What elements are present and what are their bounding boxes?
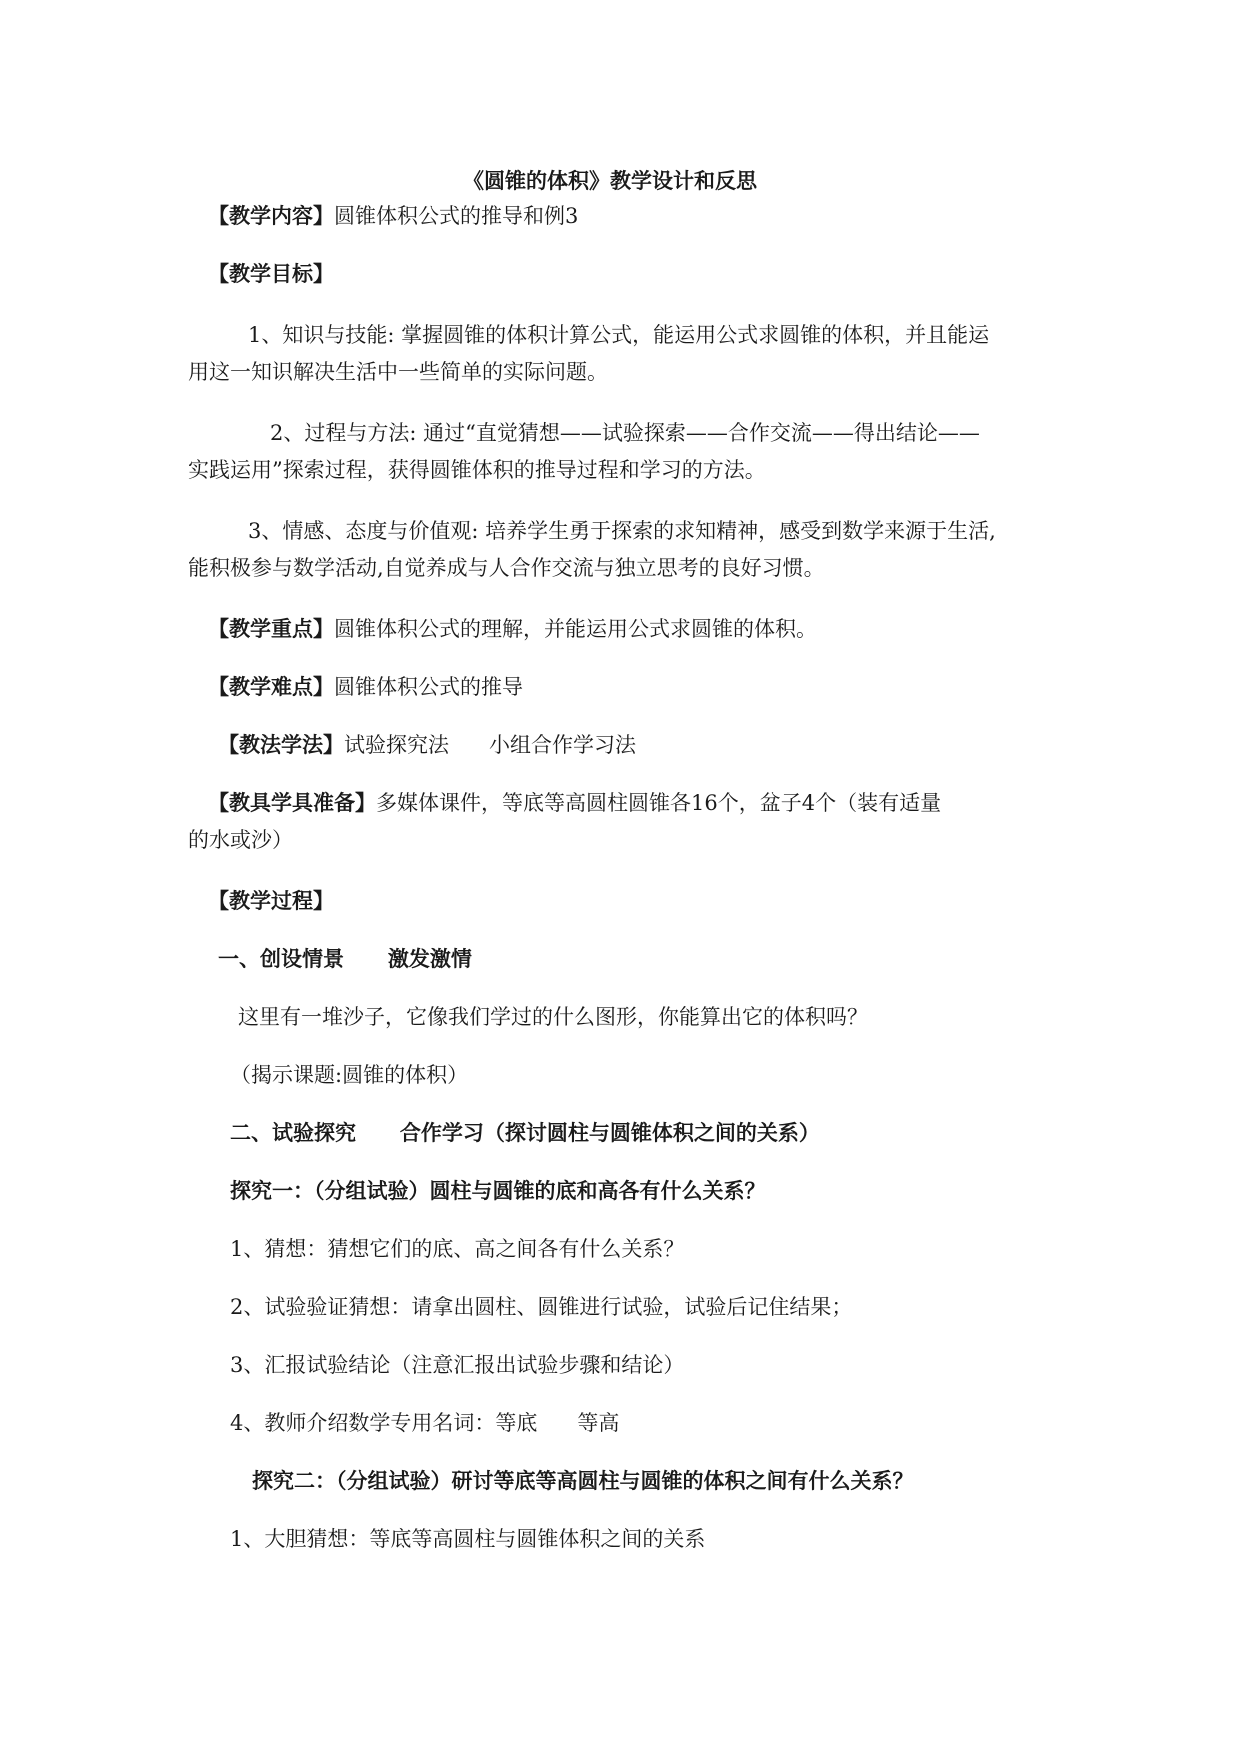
goal1-line1: 1、知识与技能: 掌握圆锥的体积计算公式，能运用公式求圆锥的体积，并且能运 — [248, 323, 990, 347]
explore1-heading: 探究一：（分组试验）圆柱与圆锥的底和高各有什么关系？ — [230, 1179, 766, 1203]
difficulty-row — [208, 672, 523, 702]
tools-text-line2: 的水或沙） — [188, 828, 293, 852]
section1-paragraph1: 这里有一堆沙子，它像我们学过的什么图形，你能算出它的体积吗？ — [238, 1005, 868, 1029]
explore1-item: 1、猜想：猜想它们的底、高之间各有什么关系？ — [230, 1237, 685, 1261]
content-text: 圆锥体积公式的推导和例3 — [334, 204, 579, 228]
goal1-line2: 用这一知识解决生活中一些简单的实际问题。 — [188, 360, 608, 384]
difficulty-text: 圆锥体积公式的推导 — [334, 675, 523, 699]
goals-label: 【教学目标】 — [208, 262, 334, 286]
tools-row — [208, 788, 941, 818]
document-title: 《圆锥的体积》教学设计和反思 — [463, 169, 757, 193]
explore2-heading: 探究二：（分组试验）研讨等底等高圆柱与圆锥的体积之间有什么关系？ — [252, 1469, 914, 1493]
methods-row — [218, 730, 636, 760]
explore1-item: 4、教师介绍数学专用名词：等底 等高 — [230, 1411, 620, 1435]
key-label: 【教学重点】 — [208, 617, 334, 641]
process-label: 【教学过程】 — [208, 889, 334, 913]
goal3-line1: 3、情感、态度与价值观: 培养学生勇于探索的求知精神，感受到数学来源于生活, — [248, 519, 996, 543]
section1-paragraph2: （揭示课题:圆锥的体积） — [230, 1063, 469, 1087]
tools-text-line1: 多媒体课件，等底等高圆柱圆锥各16个，盆子4个（装有适量 — [376, 791, 942, 815]
difficulty-label: 【教学难点】 — [208, 675, 334, 699]
explore1-item: 2、试验验证猜想：请拿出圆柱、圆锥进行试验，试验后记住结果； — [230, 1295, 853, 1319]
goal2-line2: 实践运用”探索过程，获得圆锥体积的推导过程和学习的方法。 — [188, 458, 766, 482]
content-label: 【教学内容】 — [208, 204, 334, 228]
methods-label: 【教法学法】 — [218, 733, 344, 757]
key-row — [208, 614, 817, 644]
methods-text: 试验探究法 小组合作学习法 — [344, 733, 637, 757]
goal2-line1: 2、过程与方法: 通过“直觉猜想——试验探索——合作交流——得出结论—— — [270, 421, 980, 445]
explore1-item: 3、汇报试验结论（注意汇报出试验步骤和结论） — [230, 1353, 685, 1377]
content-row — [208, 201, 578, 231]
key-text: 圆锥体积公式的理解，并能运用公式求圆锥的体积。 — [334, 617, 817, 641]
tools-label: 【教具学具准备】 — [208, 791, 376, 815]
goal3-line2: 能积极参与数学活动,自觉养成与人合作交流与独立思考的良好习惯。 — [188, 556, 825, 580]
explore2-item: 1、大胆猜想：等底等高圆柱与圆锥体积之间的关系 — [230, 1527, 706, 1551]
section1-heading: 一、创设情景 激发激情 — [218, 947, 472, 971]
section2-heading: 二、试验探究 合作学习（探讨圆柱与圆锥体积之间的关系） — [230, 1121, 820, 1145]
